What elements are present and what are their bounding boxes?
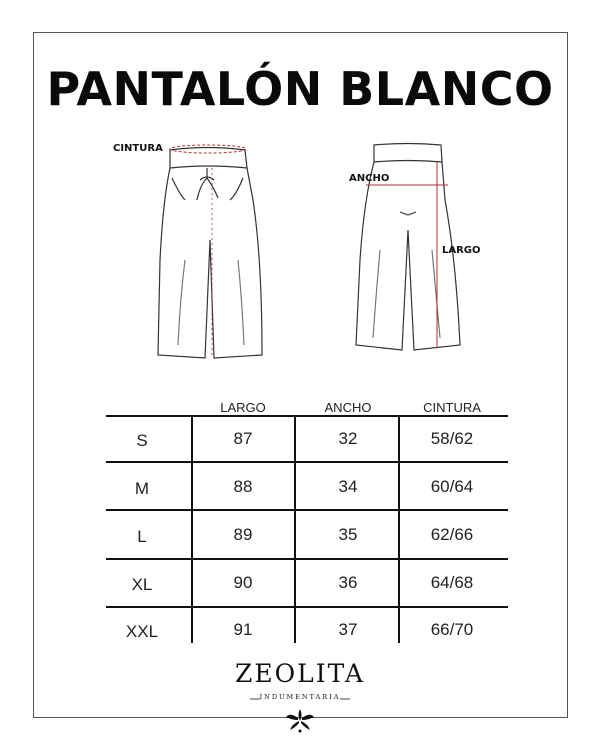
ancho-cell: 36: [338, 573, 358, 592]
largo-cell: 87: [233, 429, 253, 448]
ancho-cell: 37: [338, 620, 358, 639]
largo-cell: 88: [233, 477, 253, 496]
largo-cell: 90: [233, 573, 253, 592]
front-pants-drawing: [158, 148, 262, 359]
cintura-cell: 66/70: [430, 620, 474, 639]
largo-cell: 89: [233, 525, 253, 544]
brand-tagline: INDUMENTARIA: [259, 693, 341, 701]
size-cell: XXL: [125, 622, 159, 641]
cintura-cell: 62/66: [430, 525, 474, 544]
size-cell: S: [136, 431, 148, 450]
size-cell: L: [137, 527, 147, 546]
cintura-cell: 60/64: [430, 477, 474, 496]
header-cintura: CINTURA: [423, 400, 481, 415]
cintura-cell: 64/68: [430, 573, 474, 592]
size-cell: XL: [131, 575, 153, 594]
ancho-cell: 35: [338, 525, 358, 544]
brand-flower-icon: [286, 709, 314, 733]
size-cell: M: [134, 479, 150, 498]
largo-cell: 91: [233, 620, 253, 639]
header-ancho: ANCHO: [324, 400, 372, 415]
cintura-cell: 58/62: [430, 429, 474, 448]
page-title: PANTALÓN BLANCO: [46, 62, 554, 116]
length-label: LARGO: [442, 245, 481, 256]
ancho-cell: 34: [338, 477, 358, 496]
brand-name: ZEOLITA: [235, 659, 365, 688]
table-divider: [398, 415, 400, 643]
ancho-cell: 32: [338, 429, 358, 448]
table-divider: [294, 415, 296, 643]
width-label: ANCHO: [349, 173, 390, 184]
waist-label: CINTURA: [113, 143, 163, 154]
header-largo: LARGO: [220, 400, 266, 415]
